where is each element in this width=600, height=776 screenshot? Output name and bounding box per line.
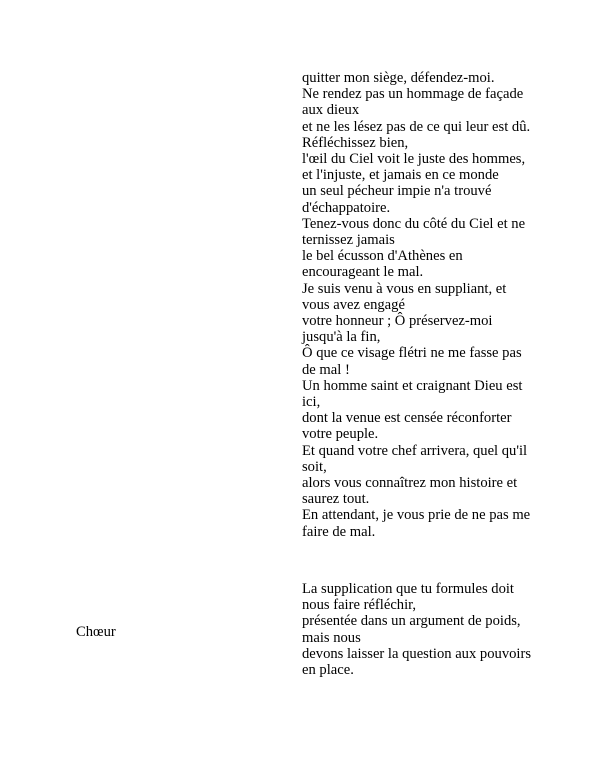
chorus-block (302, 581, 534, 678)
verse-line: Ô que ce visage flétri ne me fasse pas de mal ! (302, 345, 522, 378)
verse-line: Ne rendez pas un hommage de façade aux dieux (302, 86, 524, 119)
speaker-label: Chœur (76, 624, 116, 640)
verse-line: l'œil du Ciel voit le juste des hommes, (302, 151, 526, 168)
verse-line: dont la venue est censée réconforter votre peuple. (302, 410, 512, 443)
verse-block (302, 70, 534, 540)
verse-line: alors vous connaîtrez mon histoire et saurez tout. (302, 475, 518, 508)
verse-line: Je suis venu à vous en suppliant, et vous avez engagé (302, 280, 507, 313)
chorus-line: devons laisser la question aux pouvoirs en place. (302, 645, 532, 679)
verse-line: et l'injuste, et jamais en ce monde (302, 167, 499, 184)
chorus-line: présentée dans un argument de poids, mais nous (302, 613, 521, 646)
verse-line: le bel écusson d'Athènes en encourageant le mal. (302, 248, 463, 281)
verse-line: Et quand votre chef arrivera, quel qu'il soit, (302, 442, 528, 475)
verse-line: et ne les lésez pas de ce qui leur est dû. Réfléchissez bien, (302, 118, 531, 151)
verse-line: votre honneur ; Ô préservez-moi jusqu'à la fin, (302, 313, 493, 346)
verse-line: En attendant, je vous prie de ne pas me faire de mal. (302, 507, 531, 540)
verse-line: Un homme saint et craignant Dieu est ici, (302, 377, 523, 411)
chorus-line: La supplication que tu formules doit nous faire réfléchir, (302, 581, 514, 614)
verse-line: quitter mon siège, défendez-moi. (302, 70, 495, 86)
verse-line: Tenez-vous donc du côté du Ciel et ne ternissez jamais (302, 215, 526, 249)
verse-line: un seul pécheur impie n'a trouvé d'échappatoire. (302, 183, 492, 216)
